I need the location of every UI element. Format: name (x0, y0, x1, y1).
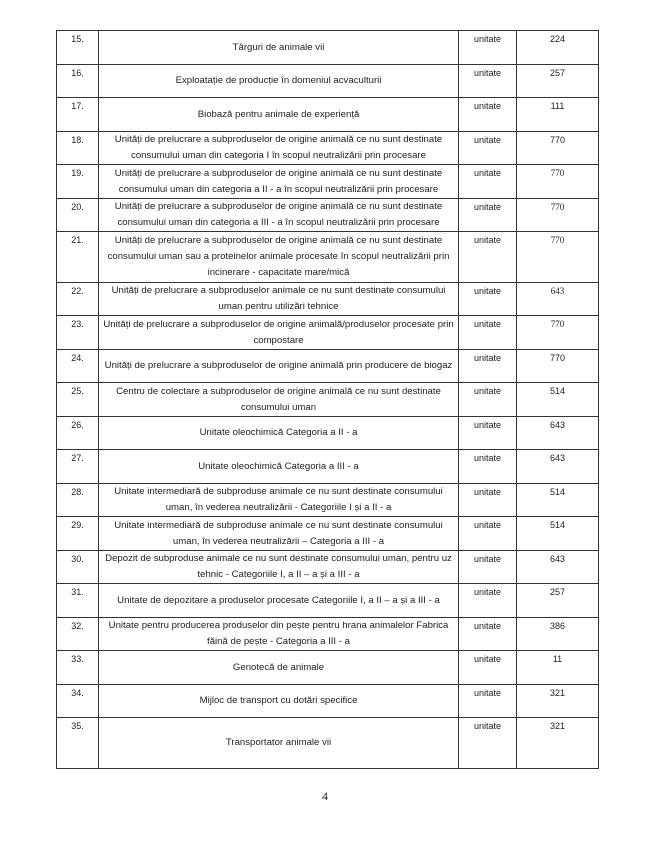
row-unit: unitate (459, 232, 517, 283)
row-number: 17. (57, 98, 99, 132)
row-unit: unitate (459, 584, 517, 618)
row-value: 643 (517, 551, 599, 584)
row-number: 19. (57, 165, 99, 199)
table-row (57, 685, 599, 718)
row-description: Unități de prelucrare a subproduselor animale ce nu sunt destinate consumului uman pentru utilizări tehnice (99, 283, 459, 316)
row-unit: unitate (459, 383, 517, 417)
row-value: 770 (517, 199, 599, 232)
table-row (57, 98, 599, 132)
table-row (57, 618, 599, 651)
row-unit: unitate (459, 484, 517, 517)
row-description: Exploatație de producție în domeniul acvaculturii (99, 65, 459, 98)
row-number: 18. (57, 132, 99, 165)
row-unit: unitate (459, 98, 517, 132)
row-unit: unitate (459, 132, 517, 165)
row-number: 28. (57, 484, 99, 517)
table-row (57, 283, 599, 316)
row-unit: unitate (459, 685, 517, 718)
row-value: 643 (517, 417, 599, 450)
row-description: Transportator animale vii (99, 718, 459, 769)
table-row (57, 584, 599, 618)
row-unit: unitate (459, 165, 517, 199)
row-value: 321 (517, 685, 599, 718)
row-number: 25. (57, 383, 99, 417)
row-number: 35. (57, 718, 99, 769)
table-row (57, 165, 599, 199)
table-row (57, 450, 599, 484)
table-row (57, 232, 599, 283)
row-description: Mijloc de transport cu dotări specifice (99, 685, 459, 718)
row-number: 24. (57, 350, 99, 383)
row-description: Genotecă de animale (99, 651, 459, 685)
fee-table (56, 30, 599, 769)
row-description: Unități de prelucrare a subproduselor de origine animală/produselor procesate prin compostare (99, 316, 459, 350)
row-description: Centru de colectare a subproduselor de origine animală ce nu sunt destinate consumului uman (99, 383, 459, 417)
table-row (57, 651, 599, 685)
row-number: 29. (57, 517, 99, 551)
row-number: 22. (57, 283, 99, 316)
row-value: 770 (517, 350, 599, 383)
row-description: Unitate de depozitare a produselor procesate Categoriile I, a II – a și a III - a (99, 584, 459, 618)
row-value: 514 (517, 383, 599, 417)
row-number: 20. (57, 199, 99, 232)
row-description: Unități de prelucrare a subproduselor de origine animală ce nu sunt destinate consumului uman sau a proteinelor animale procesate în scopul neutralizării prin incinerare - capacitate mare/mică (99, 232, 459, 283)
row-unit: unitate (459, 517, 517, 551)
row-value: 321 (517, 718, 599, 769)
row-number: 21. (57, 232, 99, 283)
row-description: Unitate intermediară de subproduse animale ce nu sunt destinate consumului uman, în vederea neutralizării - Categoriile I și a II - a (99, 484, 459, 517)
row-unit: unitate (459, 651, 517, 685)
row-description: Unitate intermediară de subproduse animale ce nu sunt destinate consumului uman, în vederea neutralizării – Categoria a III - a (99, 517, 459, 551)
row-unit: unitate (459, 551, 517, 584)
table-row (57, 65, 599, 98)
row-description: Unitate pentru producerea produselor din pește pentru hrana animalelor Fabrica făină de pește - Categoria a III - a (99, 618, 459, 651)
row-description: Unitate oleochimică Categoria a III - a (99, 450, 459, 484)
row-unit: unitate (459, 31, 517, 65)
table-row (57, 132, 599, 165)
table-row (57, 383, 599, 417)
row-unit: unitate (459, 417, 517, 450)
table-row (57, 484, 599, 517)
row-description: Unități de prelucrare a subproduselor de origine animală ce nu sunt destinate consumului uman din categoria I în scopul neutralizării prin procesare (99, 132, 459, 165)
row-value: 224 (517, 31, 599, 65)
row-unit: unitate (459, 316, 517, 350)
table-row (57, 31, 599, 65)
row-value: 770 (517, 132, 599, 165)
table-row (57, 316, 599, 350)
row-value: 257 (517, 584, 599, 618)
row-value: 643 (517, 283, 599, 316)
row-number: 27. (57, 450, 99, 484)
row-value: 643 (517, 450, 599, 484)
table-row (57, 350, 599, 383)
row-number: 15. (57, 31, 99, 65)
row-value: 386 (517, 618, 599, 651)
row-unit: unitate (459, 718, 517, 769)
row-unit: unitate (459, 618, 517, 651)
row-value: 514 (517, 484, 599, 517)
row-value: 770 (517, 165, 599, 199)
row-number: 16. (57, 65, 99, 98)
page-number: 4 (322, 789, 328, 803)
table-row (57, 551, 599, 584)
row-number: 31. (57, 584, 99, 618)
row-description: Unități de prelucrare a subproduselor de origine animală ce nu sunt destinate consumului uman din categoria a II - a în scopul neutralizării prin procesare (99, 165, 459, 199)
row-description: Unități de prelucrare a subproduselor de origine animală prin producere de biogaz (99, 350, 459, 383)
row-unit: unitate (459, 283, 517, 316)
row-value: 111 (517, 98, 599, 132)
row-description: Unitate oleochimică Categoria a II - a (99, 417, 459, 450)
row-unit: unitate (459, 199, 517, 232)
table-row (57, 517, 599, 551)
row-description: Târguri de animale vii (99, 31, 459, 65)
row-value: 770 (517, 316, 599, 350)
row-number: 30. (57, 551, 99, 584)
table-row (57, 417, 599, 450)
row-unit: unitate (459, 450, 517, 484)
row-number: 26. (57, 417, 99, 450)
row-unit: unitate (459, 65, 517, 98)
row-unit: unitate (459, 350, 517, 383)
row-number: 23. (57, 316, 99, 350)
row-description: Depozit de subproduse animale ce nu sunt destinate consumului uman, pentru uz tehnic - Categoriile I, a II – a și a III - a (99, 551, 459, 584)
row-value: 514 (517, 517, 599, 551)
row-value: 770 (517, 232, 599, 283)
table-row (57, 199, 599, 232)
row-number: 32. (57, 618, 99, 651)
table-row (57, 718, 599, 769)
row-value: 257 (517, 65, 599, 98)
row-number: 33. (57, 651, 99, 685)
row-description: Biobază pentru animale de experiență (99, 98, 459, 132)
row-number: 34. (57, 685, 99, 718)
row-description: Unități de prelucrare a subproduselor de origine animală ce nu sunt destinate consumului uman din categoria a III - a în scopul neutralizării prin procesare (99, 199, 459, 232)
row-value: 11 (517, 651, 599, 685)
